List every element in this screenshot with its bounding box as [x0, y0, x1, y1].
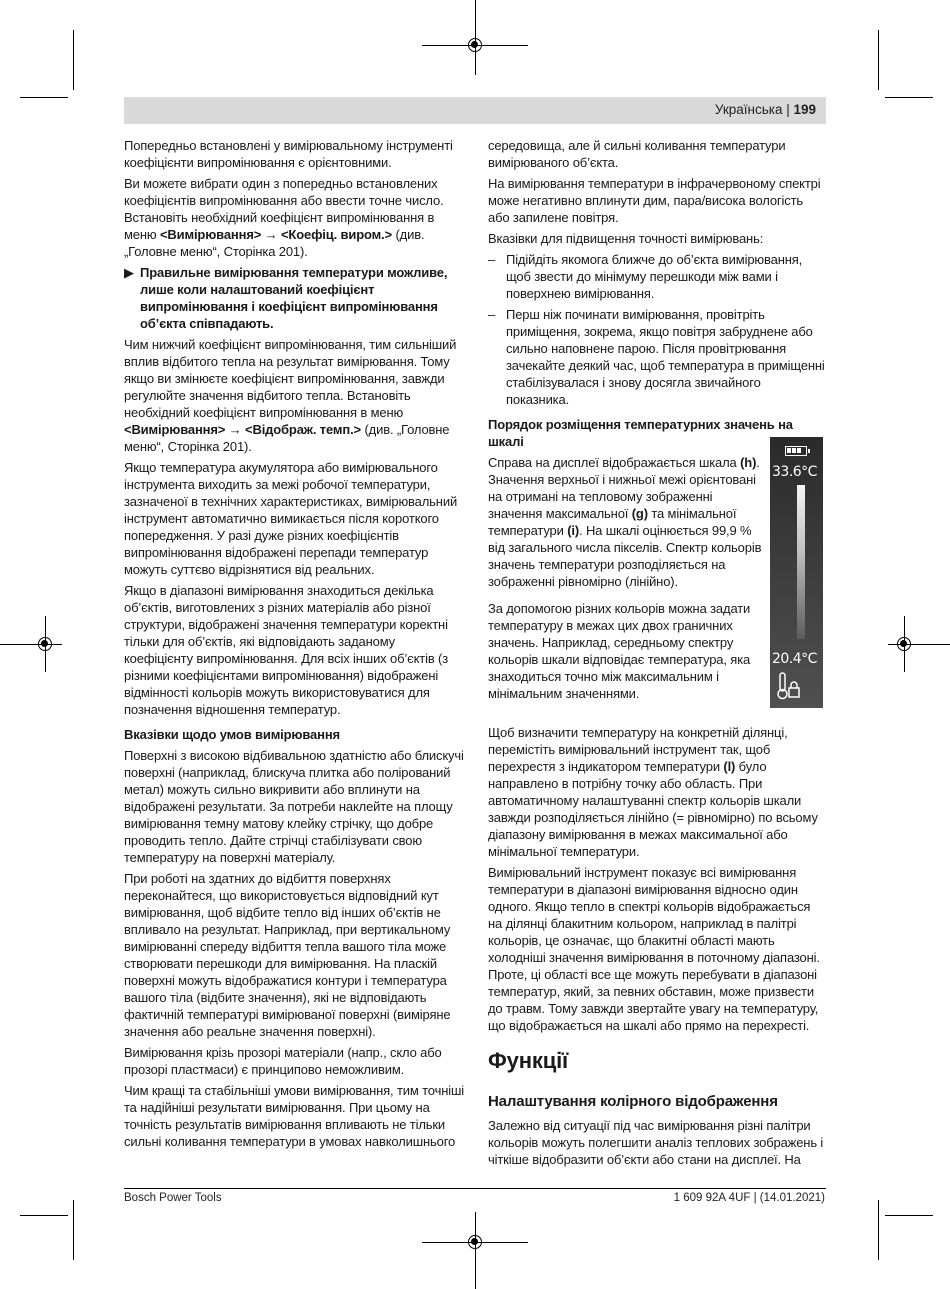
registration-mark-icon — [897, 637, 911, 651]
paragraph: Справа на дисплеї відображається шкала (h). Значення верхньої і нижньої межі орієнтовані на отримані на тепловому зображенні значення максимальної (g) та мінімальної температури (i). На шкалі оцінюється 99,9 % від загального числа пікселів. Спектр кольорів значень температури розподіляється на зображенні рівномірно (лінійно). — [488, 455, 762, 589]
chapter-heading: Функції — [488, 1048, 569, 1073]
paragraph: Залежно від ситуації під час вимірювання різні палітри кольорів можуть полегшити аналіз теплових зображень і чіткіше відобразити об’єкти або стани на дисплеї. На — [488, 1118, 824, 1167]
crop-mark — [73, 1200, 74, 1260]
crop-mark — [878, 1200, 879, 1260]
bullet-arrow-icon: ▶ — [124, 265, 134, 280]
paragraph: Щоб визначити температуру на конкретній ділянці, перемістіть вимірювальний інструмент так, щоб перехрестя з індикатором температури (l) було направлено в потрібну точку або область. При автоматичному налаштуванні спектр кольорів шкали завжди розподіляється лінійно (= рівномірно) по всьому діапазону вимірювання в межах максимальної або мінімальної температури. — [488, 725, 818, 859]
list-item: – Перш ніж починати вимірювання, провітріть приміщення, зокрема, якщо повітря забруднене або сильно наповнене парою. Після провітрювання зачекайте деякий час, щоб температура в приміщенні стабілізувалася і знову досягла звичайного показника. — [488, 307, 825, 407]
crop-mark — [885, 1215, 933, 1216]
scale-min-value: 20.4°C — [772, 651, 817, 667]
scale-max-value: 33.6°C — [772, 464, 817, 480]
list-item: – Підійдіть якомога ближче до об’єкта вимірювання, щоб звести до мінімуму перешкоди між вами і поверхнею вимірювання. — [488, 252, 803, 301]
section-heading: Порядок розміщення температурних значень на шкалі — [488, 417, 793, 449]
paragraph: Якщо в діапазоні вимірювання знаходиться декілька об’єктів, виготовлених з різних матеріалів або різної структури, відображені значення температури коректні тільки для об’єктів, які відповідають заданому коефіцієнту випромінювання. Для всіх інших об’єктів (з різними коефіцієнтами випромінювання) відображені відмінності кольорів можуть використовуватися для позначення відношення температур. — [124, 583, 449, 717]
paragraph: Поверхні з високою відбивальною здатністю або блискучі поверхні (наприклад, блискуча плитка або полірований метал) можуть сильно викривити або вплинути на відображені результати. За потреби наклейте на площу вимірювання темну матову клейку стрічку, що добре проводить тепло. Дайте стрічці стабілізувати свою температуру на поверхні матеріалу. — [124, 748, 464, 865]
paragraph: Ви можете вибрати один з попередньо встановлених коефіцієнтів випромінювання або ввести точне число. Встановіть необхідний коефіцієнт випромінювання в меню <Вимірювання> → <Коефіц. виром.> (див. „Головне меню“, Сторінка 201). — [124, 176, 444, 259]
crop-mark — [885, 97, 933, 98]
thermometer-lock-icon — [776, 671, 802, 701]
paragraph: Чим кращі та стабільніші умови вимірювання, тим точніші та надійніші результати вимірювання. При цьому на точність результатів вимірювання впливають не тільки сильні коливання температури в умовах навколишнього — [124, 1083, 465, 1149]
registration-line — [475, 1212, 476, 1289]
page-number: 199 — [793, 102, 816, 117]
paragraph: Вказівки для підвищення точності вимірювань: — [488, 231, 764, 246]
crop-mark — [20, 97, 68, 98]
registration-line — [0, 644, 62, 645]
registration-mark-icon — [468, 1235, 482, 1249]
header-label: Українська | 199 — [714, 102, 816, 117]
temperature-gradient-bar — [797, 485, 805, 639]
section-heading: Вказівки щодо умов вимірювання — [124, 727, 340, 742]
registration-mark-icon — [38, 637, 52, 651]
paragraph: середовища, але й сильні коливання температури вимірюваного об’єкта. — [488, 138, 786, 170]
paragraph: Чим нижчий коефіцієнт випромінювання, тим сильніший вплив відбитого тепла на результат вимірювання. Тому якщо ви змінюєте коефіцієнт випромінювання, завжди регулюйте значення відбитого тепла. Встановіть необхідний коефіцієнт випромінювання в меню <Вимірювання> → <Відображ. темп.> (див. „Головне меню“, Сторінка 201). — [124, 337, 457, 454]
battery-icon — [785, 446, 807, 456]
footer-rule — [124, 1188, 826, 1189]
paragraph: При роботі на здатних до відбиття поверхнях переконайтеся, що використовується відповідний кут вимірювання, щоб відбите тепло від інших об’єктів не впливало на результат. Наприклад, при вертикальному вимірюванні спереду відбиття тепла вашого тіла може створювати перешкоди для вимірювання. На пласкій поверхні можуть відображатися контури і температура вашого тіла (відбите значення), які не відповідають фактичній температурі вимірюваної поверхні (виміряне значення або реальне значення поверхні). — [124, 871, 451, 1039]
paragraph: На вимірювання температури в інфрачервоному спектрі може негативно вплинути дим, пара/висока вологість або запилене повітря. — [488, 176, 821, 225]
paragraph: Якщо температура акумулятора або вимірювального інструмента виходить за межі робочої температури, зазначеної в технічних характеристиках, вимірювальний інструмент автоматично вимикається після короткого попередження. У разі дуже різних коефіцієнтів випромінювання відображені перепади температур можуть суттєво відрізнятися від реальних. — [124, 460, 458, 577]
header-language: Українська — [714, 102, 783, 117]
footer-publisher: Bosch Power Tools — [124, 1192, 222, 1204]
crop-mark — [73, 30, 74, 90]
registration-mark-icon — [468, 38, 482, 52]
page-header — [124, 97, 826, 124]
paragraph: Попередньо встановлені у вимірювальному інструменті коефіцієнти випромінювання є орієнтовними. — [124, 138, 453, 170]
footer-doc-id: 1 609 92A 4UF | (14.01.2021) — [673, 1192, 825, 1204]
scale-description — [488, 454, 764, 702]
warning-bullet — [124, 264, 466, 332]
paragraph: Вимірювальний інструмент показує всі вимірювання температури в діапазоні вимірювання відносно один одного. Якщо тепло в спектрі кольорів відображається на ділянці блакитним кольором, наприклад в палітрі кольорів, це означає, що блакитні області мають холодніші значення вимірювання в поточному діапазоні. Проте, ці області все ще можуть перебувати в діапазоні температур, який, за певних обставин, може призвести до травм. Тому завжди звертайте увагу на температуру, що відображається на шкалі або прямо на перехресті. — [488, 865, 820, 1033]
crop-mark — [20, 1215, 68, 1216]
crop-mark — [878, 30, 879, 90]
left-column — [124, 137, 466, 1154]
bullet-text: Правильне вимірювання температури можливе, лише коли налаштований коефіцієнт випромінювання і коефіцієнт випромінювання об’єкта співпадають. — [140, 265, 448, 331]
paragraph: За допомогою різних кольорів можна задати температуру в межах цих двох граничних значень. Наприклад, середньому спектру кольорів шкали відповідає температура, яка знаходиться точно між максимальним і мінімальним значеннями. — [488, 601, 751, 701]
subsection-heading: Налаштування колірного відображення — [488, 1093, 778, 1110]
paragraph: Вимірювання крізь прозорі матеріали (напр., скло або прозорі пластмаси) є принципово неможливим. — [124, 1045, 442, 1077]
thermal-scale-display — [770, 437, 823, 708]
